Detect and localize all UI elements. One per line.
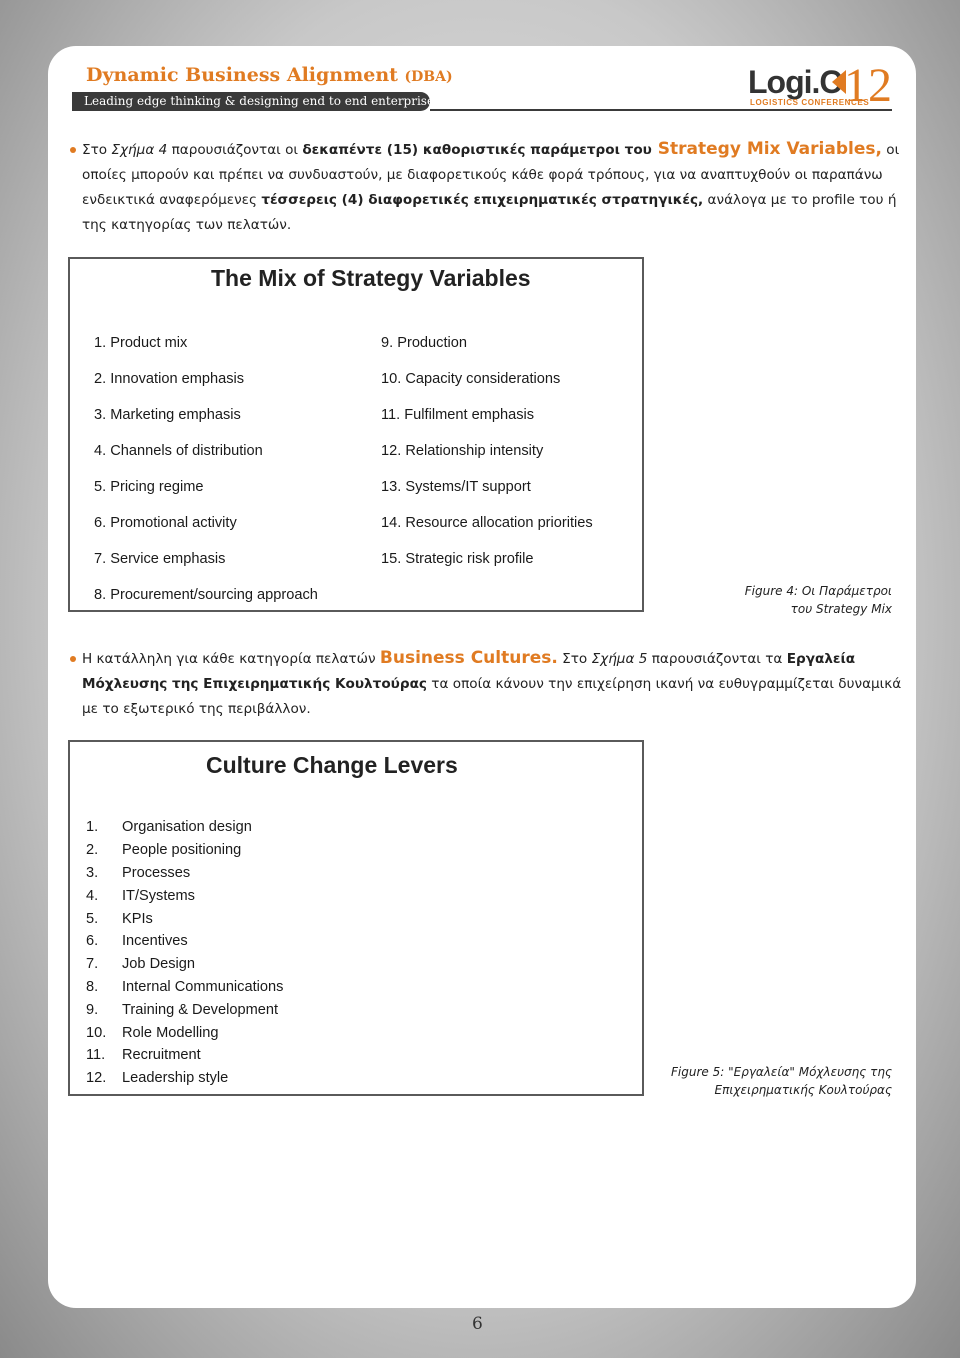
text: ανάλογα με το profile του ή της κατηγορίας των πελατών. (82, 192, 897, 233)
text: οι οποίες μπορούν και πρέπει να συνδυαστούν, με διαφορετικούς κάθε φορά τρόπους, για να αναπτυχθούν οι παραπάνω ενδεικτικά αναφερόμενες (82, 142, 900, 208)
list-item: Internal Communications (122, 979, 284, 995)
list-number: 9. (86, 1002, 99, 1018)
list-item: 13. Systems/IT support (381, 479, 531, 495)
header-title-abbr: (DBA) (404, 69, 453, 85)
figure-culture-change-levers (68, 740, 644, 1096)
figure-ref: Σχήμα 4 (111, 142, 168, 158)
emphasis: Εργαλεία Μόχλευσης της Επιχειρηματικής Κουλτούρας (82, 651, 856, 692)
list-item: IT/Systems (122, 888, 195, 904)
list-item: 9. Production (381, 335, 467, 351)
caption-line: Επιχειρηματικής Κουλτούρας (714, 1083, 892, 1097)
list-item: Training & Development (122, 1002, 279, 1018)
list-item: 3. Marketing emphasis (94, 407, 241, 423)
list-number: 4. (86, 888, 99, 904)
logo-number: 12 (844, 59, 892, 112)
header-title-text: Dynamic Business Alignment (86, 64, 398, 86)
list-number: 5. (86, 911, 99, 927)
highlight: Strategy Mix Variables, (651, 139, 882, 159)
text: τα οποία κάνουν την επιχείρηση ικανή να ευθυγραμμίζεται δυναμικά με το εξωτερικό της περιβάλλον. (82, 676, 902, 717)
list-item: 11. Fulfilment emphasis (381, 407, 535, 423)
list-item: Organisation design (122, 819, 252, 835)
figure-caption (671, 1063, 892, 1099)
list-number: 11. (86, 1047, 106, 1063)
list-item: Leadership style (122, 1070, 229, 1086)
highlight: Business Cultures. (379, 648, 558, 668)
list-number: 7. (86, 956, 99, 972)
caption-line: του Strategy Mix (790, 602, 892, 616)
paragraph-strategy-mix (82, 137, 902, 238)
list-item: KPIs (122, 911, 153, 927)
list-number: 1. (86, 819, 99, 835)
bullet-icon (70, 656, 76, 662)
list-number: 10. (86, 1025, 107, 1041)
list-item: Processes (122, 865, 191, 881)
figure-caption (745, 582, 892, 618)
list-item: 15. Strategic risk profile (381, 551, 534, 567)
list-item: 1. Product mix (94, 335, 188, 351)
list-item: Recruitment (122, 1047, 201, 1063)
list-item: Incentives (122, 933, 188, 949)
figure-title: Culture Change Levers (206, 752, 458, 778)
list-item: Role Modelling (122, 1025, 219, 1041)
logo-text: Logi.C (748, 64, 842, 100)
logo-subtitle: LOGISTICS CONFERENCES (750, 98, 870, 107)
list-item: 2. Innovation emphasis (94, 371, 245, 387)
list-number: 12. (86, 1070, 107, 1086)
logo (748, 59, 894, 112)
figure-title: The Mix of Strategy Variables (211, 265, 531, 291)
list-item: 4. Channels of distribution (94, 443, 263, 459)
list-item: 7. Service emphasis (94, 551, 226, 567)
text: παρουσιάζονται τα (647, 651, 787, 667)
list-number: 8. (86, 979, 99, 995)
emphasis: τέσσερεις (4) διαφορετικές επιχειρηματικές στρατηγικές, (261, 192, 704, 208)
list-number: 2. (86, 842, 99, 858)
text: Η κατάλληλη για κάθε κατηγορία πελατών (82, 651, 380, 667)
list-number: 6. (86, 933, 99, 949)
list-item: Job Design (122, 956, 196, 972)
text: Στο (82, 142, 112, 158)
header-subtitle: Leading edge thinking & designing end to end enterprises (84, 94, 441, 108)
caption-line: Figure 5: "Εργαλεία" Μόχλευσης της (671, 1065, 892, 1079)
list-item: 10. Capacity considerations (381, 371, 561, 387)
figure-ref: Σχήμα 5 (591, 651, 648, 667)
page-number: 6 (472, 1314, 483, 1334)
list-item: 14. Resource allocation priorities (381, 515, 593, 531)
paragraph-business-cultures (82, 646, 902, 722)
bullet-icon (70, 147, 76, 153)
text: Στο (557, 651, 592, 667)
caption-line: Figure 4: Οι Παράμετροι (744, 584, 892, 598)
list-number: 3. (86, 865, 99, 881)
text: παρουσιάζονται οι (167, 142, 303, 158)
list-item: 12. Relationship intensity (381, 443, 544, 459)
list-item: 6. Promotional activity (94, 515, 237, 531)
list-item: People positioning (122, 842, 242, 858)
emphasis: δεκαπέντε (15) καθοριστικές παράμετροι του (302, 142, 652, 158)
figure-strategy-variables (68, 257, 644, 612)
header-title (86, 64, 453, 86)
list-item: 5. Pricing regime (94, 479, 204, 495)
header-subtitle-bar (72, 92, 441, 111)
list-item: 8. Procurement/sourcing approach (94, 587, 318, 603)
